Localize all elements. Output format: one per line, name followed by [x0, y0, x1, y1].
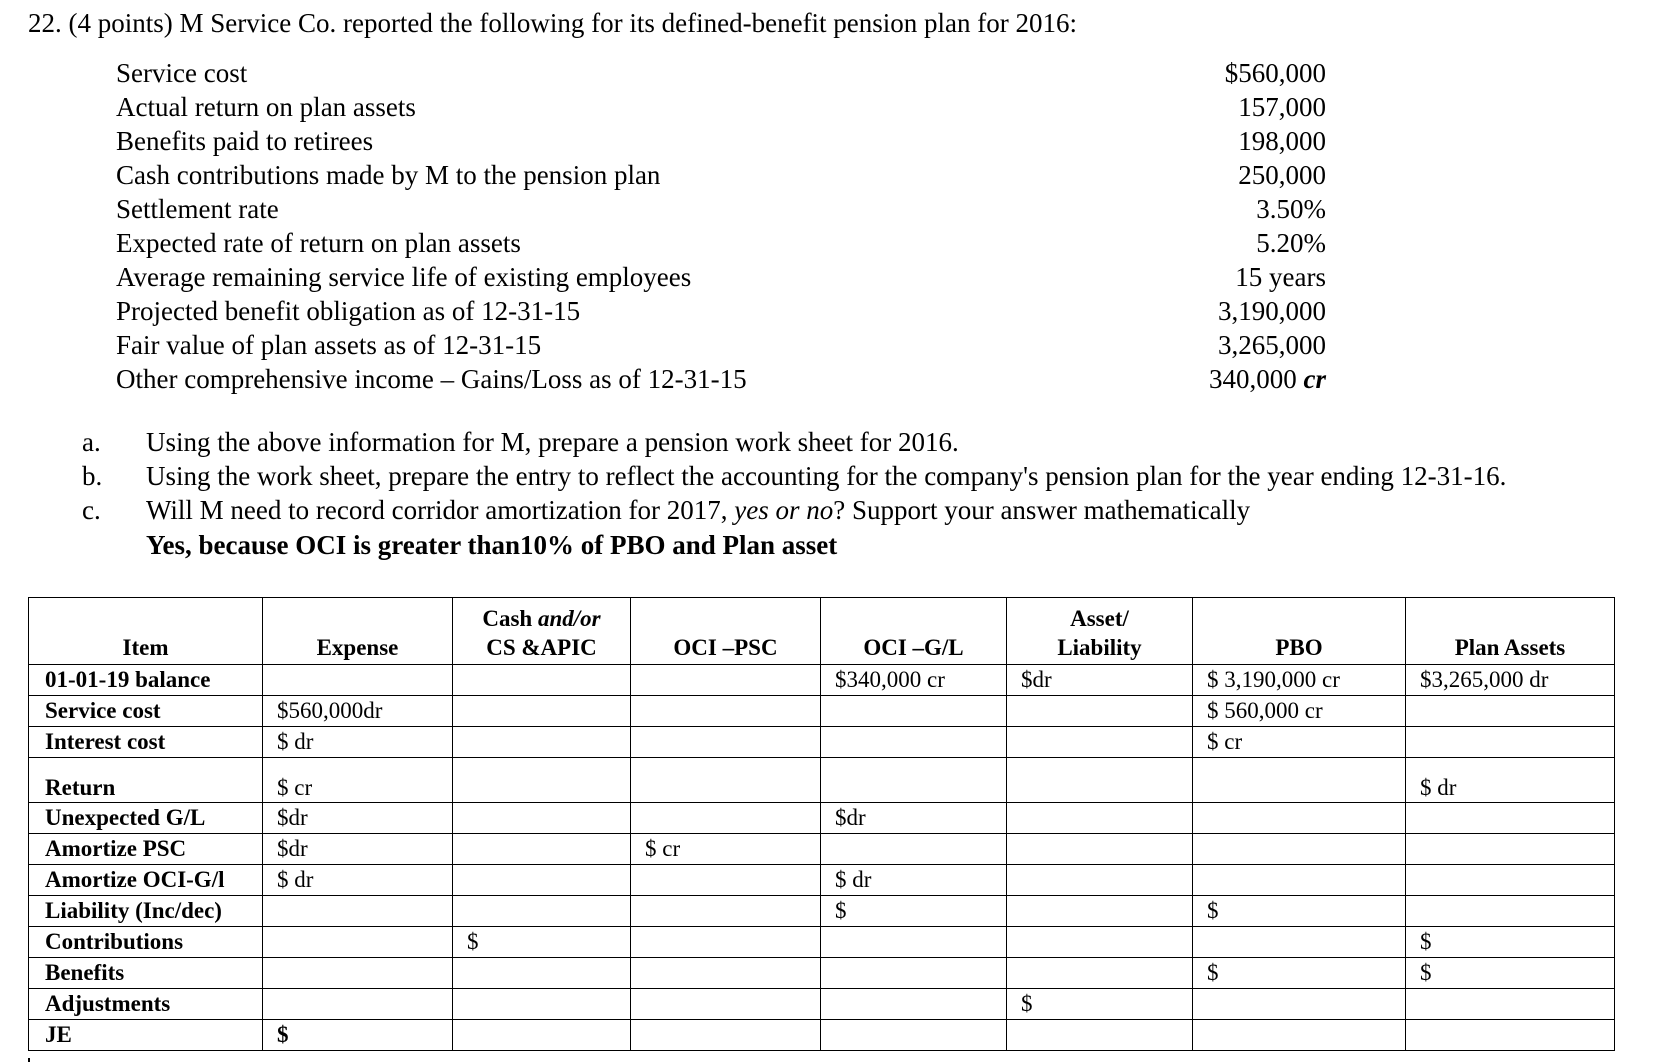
header-asset-b: Liability [1057, 635, 1142, 660]
given-label: Fair value of plan assets as of 12-31-15 [116, 330, 542, 360]
cell-pbo: $ 560,000 cr [1193, 696, 1406, 727]
cell-oci-psc [631, 865, 821, 896]
table-row [29, 1020, 1615, 1051]
cell-oci-gl: $ dr [821, 865, 1007, 896]
cell-expense: $ dr [263, 865, 453, 896]
cell-expense: $ [263, 1020, 453, 1051]
given-label: Service cost [116, 58, 248, 88]
cell-oci-psc [631, 927, 821, 958]
part-text-before: Will M need to record corridor amortization for 2017, [146, 495, 735, 525]
part-letter: c. [82, 495, 101, 525]
cell-oci-gl: $340,000 cr [821, 665, 1007, 696]
cell-asset [1007, 958, 1193, 989]
cell-oci-gl [821, 958, 1007, 989]
cell-oci-psc [631, 727, 821, 758]
cell-expense [263, 665, 453, 696]
given-row [116, 260, 1326, 294]
cell-plan: $3,265,000 dr [1406, 665, 1615, 696]
table-row [29, 927, 1615, 958]
cell-item: Benefits [29, 958, 263, 989]
cell-cash [453, 1020, 631, 1051]
cell-cash [453, 803, 631, 834]
cell-pbo [1193, 834, 1406, 865]
given-label: Benefits paid to retirees [116, 126, 374, 156]
header-item: Item [29, 598, 263, 665]
worksheet-header-row [29, 598, 1615, 665]
cell-asset [1007, 727, 1193, 758]
cell-plan [1406, 989, 1615, 1020]
header-cash-c: CS &APIC [486, 635, 597, 660]
cell-pbo [1193, 1020, 1406, 1051]
given-row [116, 90, 1326, 124]
given-label: Average remaining service life of existing employees [116, 262, 692, 292]
cell-expense [263, 989, 453, 1020]
cell-item: Contributions [29, 927, 263, 958]
header-asset-a: Asset/ [1070, 606, 1129, 631]
cell-expense [263, 958, 453, 989]
cell-asset [1007, 1020, 1193, 1051]
part-text-italic: yes or no [734, 495, 834, 525]
cell-asset [1007, 927, 1193, 958]
givens-list [116, 56, 1326, 396]
part-letter: b. [82, 461, 103, 491]
cell-pbo [1193, 865, 1406, 896]
cell-expense: $ cr [263, 758, 453, 803]
cell-asset [1007, 834, 1193, 865]
header-plan-assets: Plan Assets [1406, 598, 1615, 665]
table-row [29, 803, 1615, 834]
cell-pbo: $ [1193, 958, 1406, 989]
cell-item: Amortize OCI-G/l [29, 865, 263, 896]
given-value: 5.20% [1256, 228, 1326, 258]
table-row [29, 958, 1615, 989]
cell-oci-psc: $ cr [631, 834, 821, 865]
cell-plan [1406, 803, 1615, 834]
cell-plan [1406, 865, 1615, 896]
cell-plan [1406, 696, 1615, 727]
given-value: 157,000 [1238, 92, 1326, 122]
cell-oci-gl [821, 834, 1007, 865]
given-value: 340,000 [1209, 364, 1297, 394]
given-value: 3.50% [1256, 194, 1326, 224]
given-label: Cash contributions made by M to the pension plan [116, 160, 661, 190]
cell-item: Amortize PSC [29, 834, 263, 865]
cell-oci-psc [631, 803, 821, 834]
given-value-oci [1209, 362, 1326, 396]
cell-cash [453, 958, 631, 989]
given-value: 250,000 [1238, 160, 1326, 190]
cell-oci-psc [631, 958, 821, 989]
header-expense: Expense [263, 598, 453, 665]
table-row [29, 665, 1615, 696]
cell-oci-gl [821, 727, 1007, 758]
cell-asset [1007, 803, 1193, 834]
table-row [29, 834, 1615, 865]
table-row [29, 758, 1615, 803]
cell-asset [1007, 865, 1193, 896]
cell-oci-gl [821, 989, 1007, 1020]
header-cash-a: Cash [482, 606, 538, 631]
cell-oci-psc [631, 665, 821, 696]
given-suffix: cr [1303, 364, 1326, 394]
cell-oci-gl [821, 696, 1007, 727]
cell-oci-psc [631, 758, 821, 803]
given-row [116, 158, 1326, 192]
cell-item: Interest cost [29, 727, 263, 758]
cell-pbo [1193, 803, 1406, 834]
page-edge-mark [28, 1058, 30, 1062]
cell-oci-psc [631, 696, 821, 727]
cell-item: 01-01-19 balance [29, 665, 263, 696]
cell-expense: $ dr [263, 727, 453, 758]
cell-asset: $ [1007, 989, 1193, 1020]
cell-item: Return [29, 758, 263, 803]
part-text: Using the work sheet, prepare the entry to reflect the accounting for the company's pension plan for the year ending 12-31-16. [146, 461, 1507, 491]
cell-expense: $560,000dr [263, 696, 453, 727]
given-label: Settlement rate [116, 194, 279, 224]
cell-plan: $ [1406, 958, 1615, 989]
answer-text: Yes, because OCI is greater than10% of PBO and Plan asset [146, 530, 838, 560]
given-row [116, 226, 1326, 260]
cell-oci-gl [821, 758, 1007, 803]
cell-cash [453, 665, 631, 696]
given-value: 3,190,000 [1218, 296, 1326, 326]
part-b [82, 459, 1506, 493]
cell-cash [453, 758, 631, 803]
cell-expense [263, 896, 453, 927]
cell-cash [453, 834, 631, 865]
table-row [29, 989, 1615, 1020]
given-label: Actual return on plan assets [116, 92, 416, 122]
part-text: Using the above information for M, prepare a pension work sheet for 2016. [146, 427, 959, 457]
table-row [29, 896, 1615, 927]
header-cash-b: and/or [537, 606, 601, 631]
cell-item: Liability (Inc/dec) [29, 896, 263, 927]
cell-cash: $ [453, 927, 631, 958]
cell-pbo: $ [1193, 896, 1406, 927]
cell-pbo: $ cr [1193, 727, 1406, 758]
cell-item: Adjustments [29, 989, 263, 1020]
question-parts [82, 425, 1506, 563]
given-value: 15 years [1235, 262, 1326, 292]
table-row [29, 696, 1615, 727]
cell-asset: $dr [1007, 665, 1193, 696]
cell-cash [453, 989, 631, 1020]
cell-item: JE [29, 1020, 263, 1051]
cell-oci-gl: $ [821, 896, 1007, 927]
cell-item: Unexpected G/L [29, 803, 263, 834]
given-label: Expected rate of return on plan assets [116, 228, 521, 258]
given-label: Other comprehensive income – Gains/Loss as of 12-31-15 [116, 364, 747, 394]
given-row [116, 56, 1326, 90]
header-oci-psc: OCI –PSC [631, 598, 821, 665]
given-value: $560,000 [1224, 58, 1326, 88]
cell-plan [1406, 834, 1615, 865]
cell-pbo: $ 3,190,000 cr [1193, 665, 1406, 696]
given-row [116, 294, 1326, 328]
cell-cash [453, 896, 631, 927]
cell-oci-psc [631, 989, 821, 1020]
cell-cash [453, 727, 631, 758]
header-oci-gl: OCI –G/L [821, 598, 1007, 665]
part-letter: a. [82, 427, 101, 457]
header-asset-liability [1007, 598, 1193, 665]
part-a [82, 425, 1506, 459]
cell-expense: $dr [263, 803, 453, 834]
cell-asset [1007, 896, 1193, 927]
cell-plan: $ dr [1406, 758, 1615, 803]
table-row [29, 727, 1615, 758]
question-heading: 22. (4 points) M Service Co. reported the following for its defined-benefit pension plan for 2016: [28, 8, 1078, 38]
given-row [116, 362, 1326, 396]
given-row [116, 328, 1326, 362]
part-text [146, 493, 1250, 527]
cell-asset [1007, 696, 1193, 727]
cell-pbo [1193, 989, 1406, 1020]
cell-plan [1406, 896, 1615, 927]
cell-pbo [1193, 758, 1406, 803]
cell-oci-gl [821, 927, 1007, 958]
cell-item: Service cost [29, 696, 263, 727]
given-value: 198,000 [1238, 126, 1326, 156]
table-row [29, 865, 1615, 896]
cell-oci-psc [631, 896, 821, 927]
cell-oci-psc [631, 1020, 821, 1051]
part-c [82, 493, 1506, 527]
part-text-after: ? Support your answer mathematically [833, 495, 1251, 525]
given-label: Projected benefit obligation as of 12-31-15 [116, 296, 581, 326]
cell-expense: $dr [263, 834, 453, 865]
pension-worksheet [28, 597, 1615, 1051]
cell-plan [1406, 1020, 1615, 1051]
header-pbo: PBO [1193, 598, 1406, 665]
cell-expense [263, 927, 453, 958]
cell-oci-gl [821, 1020, 1007, 1051]
cell-pbo [1193, 927, 1406, 958]
given-value: 3,265,000 [1218, 330, 1326, 360]
header-cash [453, 598, 631, 665]
given-row [116, 124, 1326, 158]
cell-cash [453, 696, 631, 727]
given-row [116, 192, 1326, 226]
cell-cash [453, 865, 631, 896]
cell-oci-gl: $dr [821, 803, 1007, 834]
cell-asset [1007, 758, 1193, 803]
cell-plan: $ [1406, 927, 1615, 958]
cell-plan [1406, 727, 1615, 758]
